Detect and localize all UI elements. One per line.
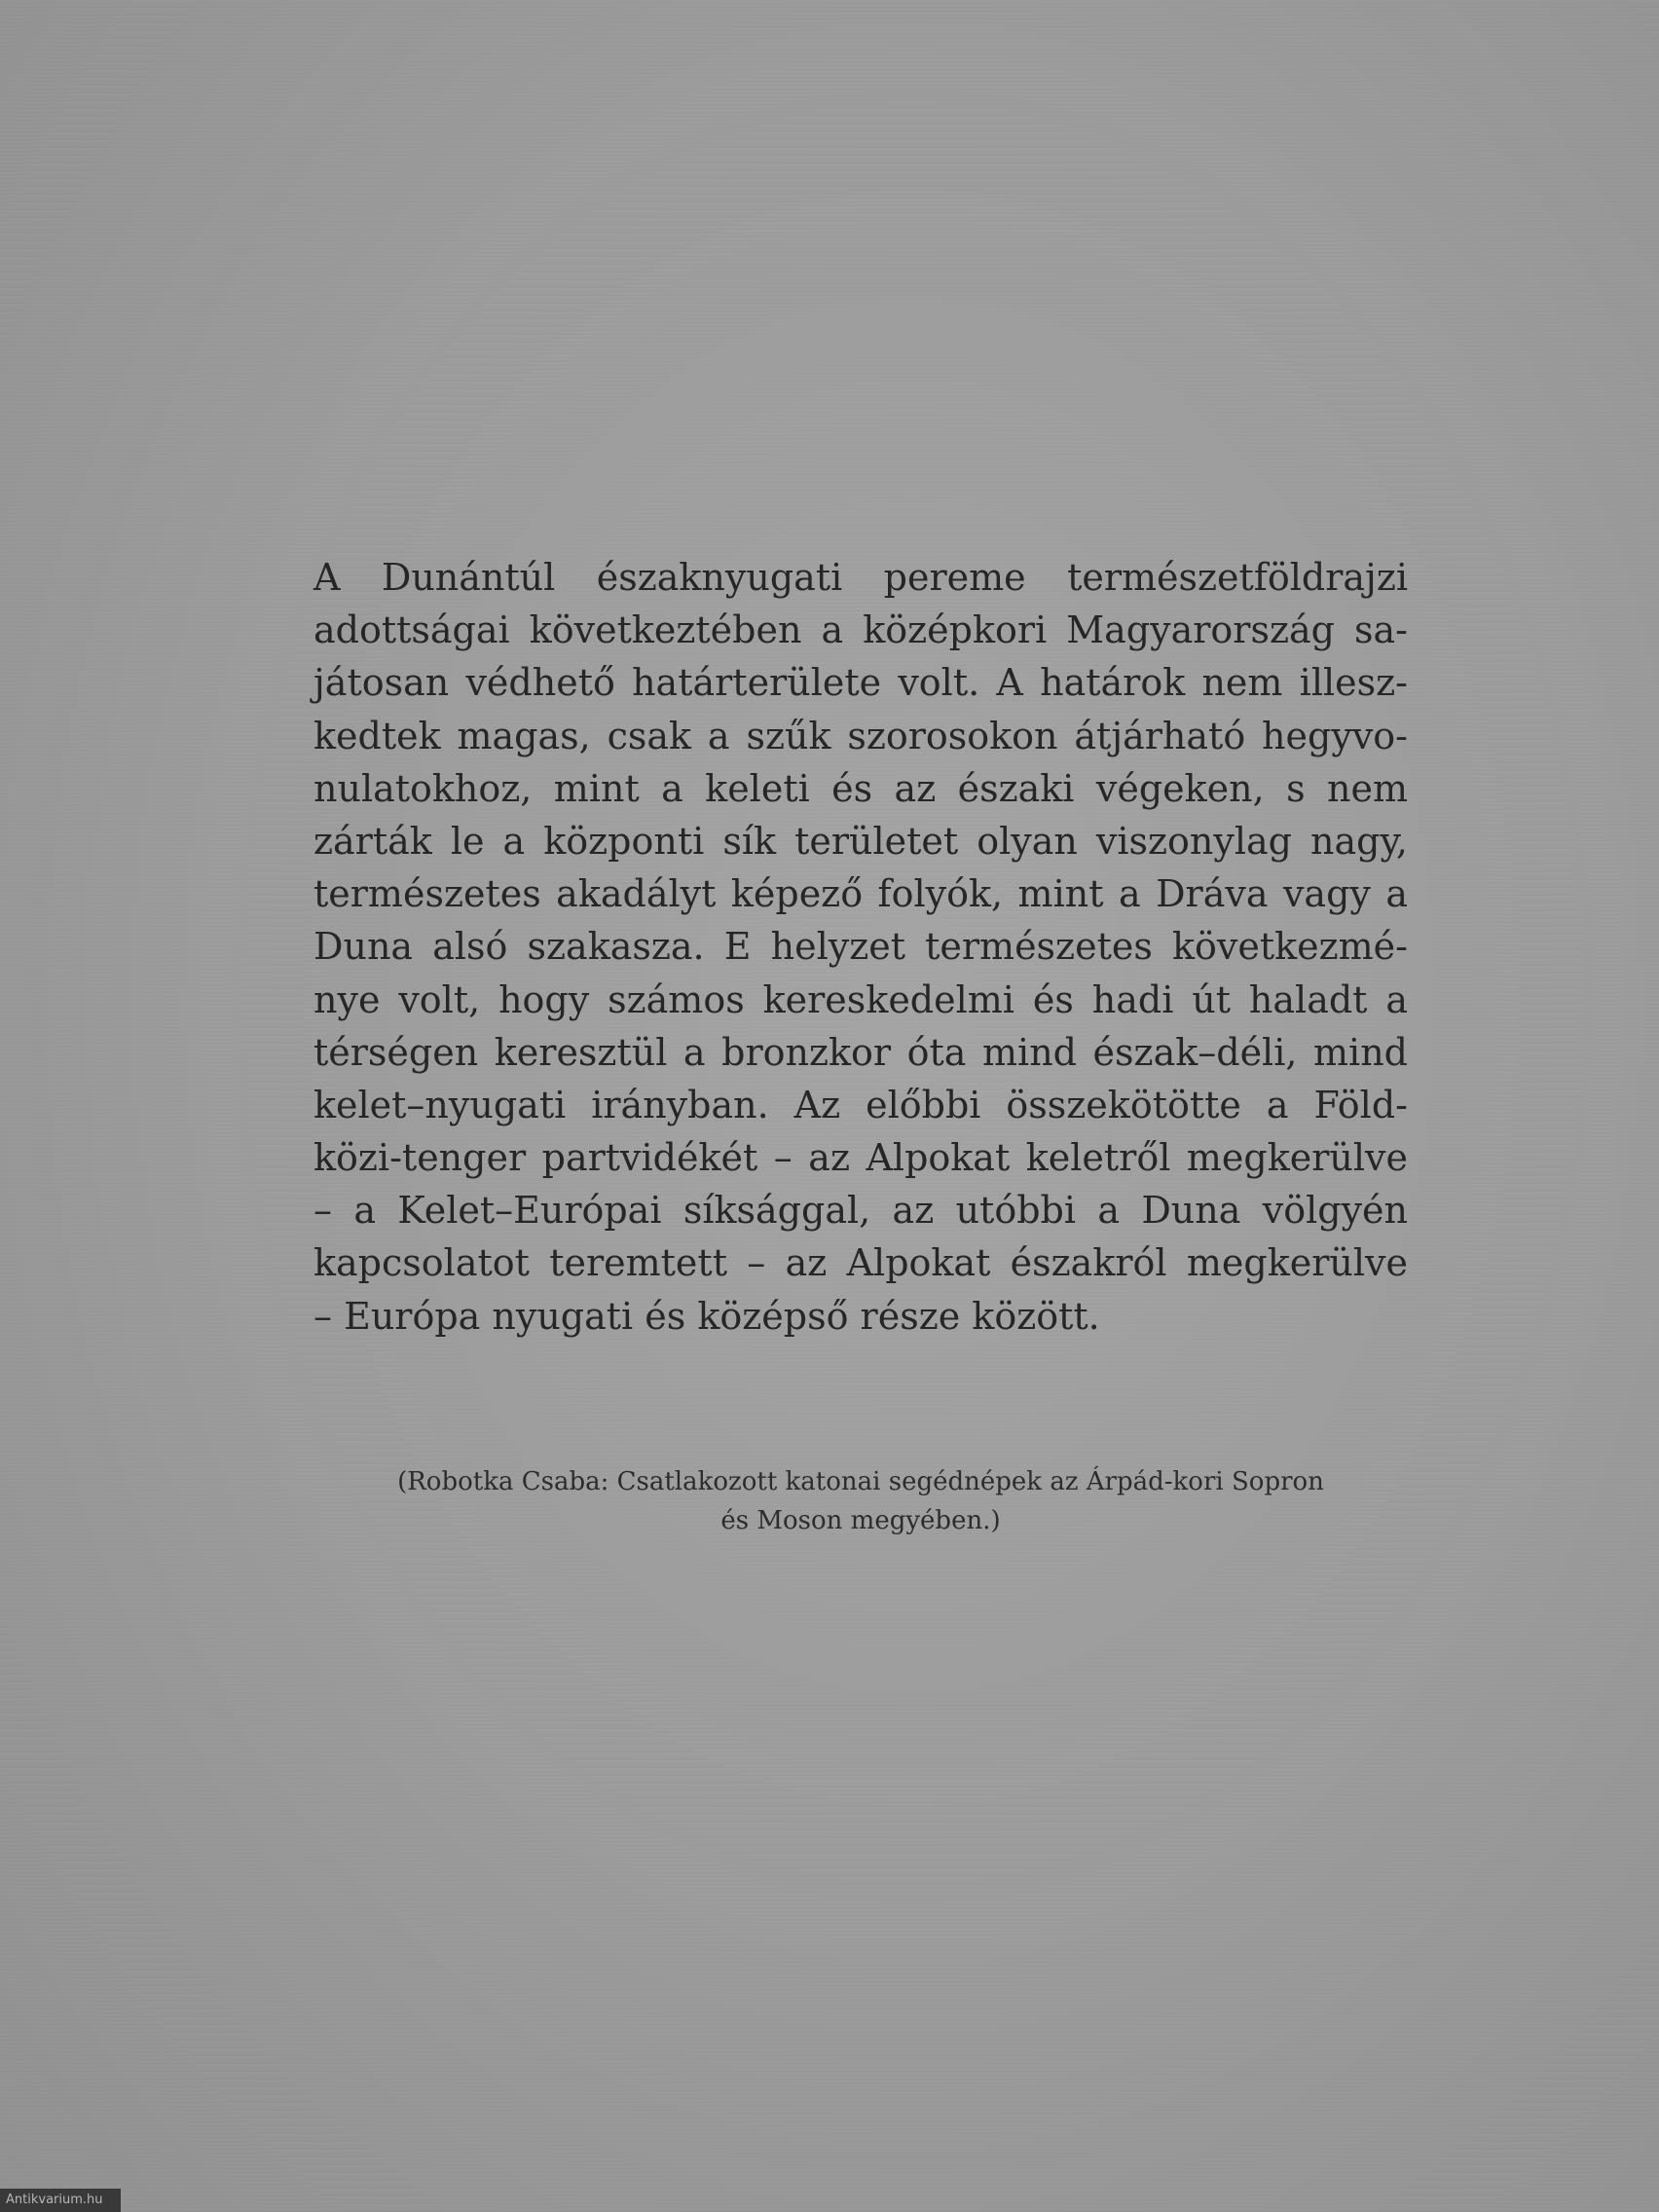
paragraph-line: kelet–nyugati irányban. Az előbbi összekötötte a Föld- — [313, 1083, 1408, 1126]
paragraph-line: adottságai következtében a középkori Magyarország sa- — [313, 608, 1408, 652]
watermark: Antikvarium.hu — [0, 2189, 121, 2212]
paragraph-line: A Dunántúl északnyugati pereme természetföldrajzi — [313, 556, 1408, 599]
main-paragraph — [313, 551, 1408, 1343]
paragraph-line: – Európa nyugati és középső része között. — [313, 1294, 1100, 1338]
citation — [313, 1462, 1408, 1540]
paragraph-line: – a Kelet–Európai síksággal, az utóbbi a Duna völgyén — [313, 1189, 1408, 1233]
paragraph-line: térségen keresztül a bronzkor óta mind észak–déli, mind — [313, 1030, 1408, 1074]
paragraph-line: zárták le a központi sík területet olyan viszonylag nagy, — [313, 819, 1408, 863]
citation-line: (Robotka Csaba: Csatlakozott katonai segédnépek az Árpád-kori Sopron — [397, 1467, 1324, 1496]
paragraph-line: Duna alsó szakasza. E helyzet természetes következmé- — [313, 925, 1408, 969]
paragraph-line: kapcsolatot teremtett – az Alpokat északról megkerülve — [313, 1241, 1408, 1285]
paragraph-line: közi-tenger partvidékét – az Alpokat keletről megkerülve — [313, 1136, 1408, 1180]
paragraph-line: természetes akadályt képező folyók, mint a Dráva vagy a — [313, 872, 1408, 916]
paragraph-line: játosan védhető határterülete volt. A határok nem illesz- — [313, 661, 1408, 705]
citation-line: és Moson megyében.) — [720, 1506, 1001, 1535]
paragraph-line: kedtek magas, csak a szűk szorosokon átjárható hegyvo- — [313, 714, 1408, 757]
paragraph-line: nulatokhoz, mint a keleti és az északi végeken, s nem — [313, 766, 1408, 810]
paragraph-line: nye volt, hogy számos kereskedelmi és hadi út haladt a — [313, 977, 1408, 1021]
